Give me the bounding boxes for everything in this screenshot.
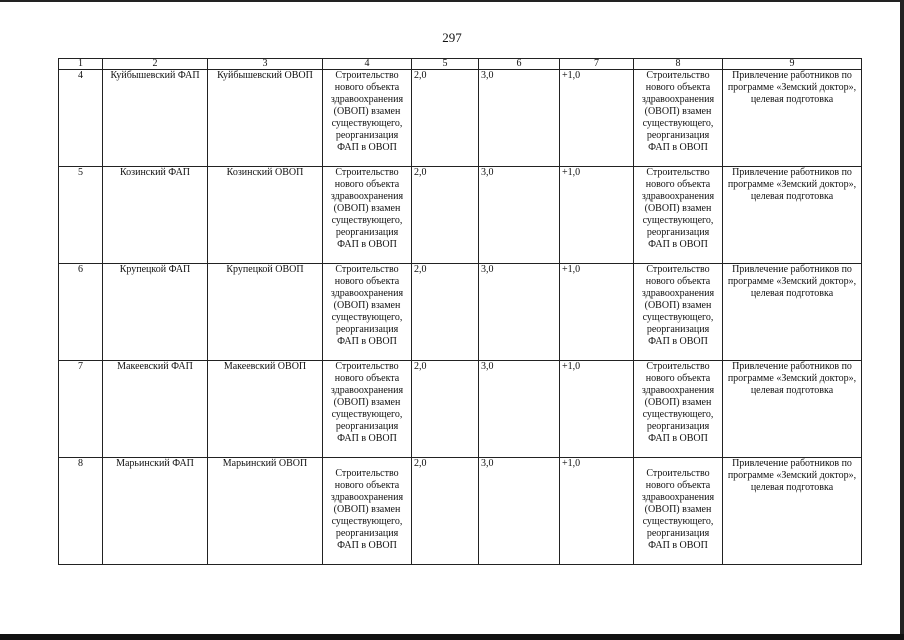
value-col5: 2,0 [412, 458, 479, 565]
value-col6: 3,0 [479, 458, 560, 565]
value-col5: 2,0 [412, 264, 479, 361]
value-col7: +1,0 [560, 70, 634, 167]
measure-text-2: Строительство нового объекта здравоохранения (ОВОП) взамен существующего, реорганизация ФАП в ОВОП [634, 264, 723, 361]
row-number: 8 [59, 458, 103, 565]
fap-name: Куйбышевский ФАП [103, 70, 208, 167]
ovop-name: Козинский ОВОП [208, 167, 323, 264]
row-number: 4 [59, 70, 103, 167]
scan-border-top [0, 0, 904, 2]
staffing-note: Привлечение работников по программе «Земский доктор», целевая подготовка [723, 167, 862, 264]
column-header: 9 [723, 59, 862, 70]
table-row [59, 361, 862, 458]
value-col7: +1,0 [560, 361, 634, 458]
column-header: 8 [634, 59, 723, 70]
page-number: 297 [442, 30, 462, 45]
ovop-name: Куйбышевский ОВОП [208, 70, 323, 167]
column-header: 2 [103, 59, 208, 70]
column-header: 6 [479, 59, 560, 70]
value-col7: +1,0 [560, 167, 634, 264]
column-header: 5 [412, 59, 479, 70]
table-row [59, 70, 862, 167]
fap-name: Крупецкой ФАП [103, 264, 208, 361]
staffing-note: Привлечение работников по программе «Земский доктор», целевая подготовка [723, 361, 862, 458]
fap-name: Макеевский ФАП [103, 361, 208, 458]
measure-text: Строительство нового объекта здравоохранения (ОВОП) взамен существующего, реорганизация ФАП в ОВОП [323, 264, 412, 361]
facilities-table [58, 58, 862, 565]
measure-text: Строительство нового объекта здравоохранения (ОВОП) взамен существующего, реорганизация ФАП в ОВОП [323, 167, 412, 264]
value-col5: 2,0 [412, 167, 479, 264]
fap-name: Марьинский ФАП [103, 458, 208, 565]
measure-text-2: Строительство нового объекта здравоохранения (ОВОП) взамен существующего, реорганизация ФАП в ОВОП [634, 458, 723, 565]
column-header: 4 [323, 59, 412, 70]
staffing-note: Привлечение работников по программе «Земский доктор», целевая подготовка [723, 264, 862, 361]
row-number: 6 [59, 264, 103, 361]
column-header: 3 [208, 59, 323, 70]
measure-text-2: Строительство нового объекта здравоохранения (ОВОП) взамен существующего, реорганизация ФАП в ОВОП [634, 70, 723, 167]
column-number-row [59, 59, 862, 70]
table-row [59, 264, 862, 361]
staffing-note: Привлечение работников по программе «Земский доктор», целевая подготовка [723, 70, 862, 167]
value-col5: 2,0 [412, 70, 479, 167]
value-col7: +1,0 [560, 458, 634, 565]
column-header: 7 [560, 59, 634, 70]
measure-text-2: Строительство нового объекта здравоохранения (ОВОП) взамен существующего, реорганизация ФАП в ОВОП [634, 361, 723, 458]
staffing-note: Привлечение работников по программе «Земский доктор», целевая подготовка [723, 458, 862, 565]
value-col6: 3,0 [479, 264, 560, 361]
ovop-name: Крупецкой ОВОП [208, 264, 323, 361]
value-col7: +1,0 [560, 264, 634, 361]
value-col6: 3,0 [479, 167, 560, 264]
scan-border-bottom [0, 634, 904, 640]
value-col6: 3,0 [479, 70, 560, 167]
column-header: 1 [59, 59, 103, 70]
row-number: 7 [59, 361, 103, 458]
row-number: 5 [59, 167, 103, 264]
measure-text: Строительство нового объекта здравоохранения (ОВОП) взамен существующего, реорганизация ФАП в ОВОП [323, 70, 412, 167]
table-row [59, 458, 862, 565]
value-col6: 3,0 [479, 361, 560, 458]
measure-text: Строительство нового объекта здравоохранения (ОВОП) взамен существующего, реорганизация ФАП в ОВОП [323, 458, 412, 565]
table-row [59, 167, 862, 264]
ovop-name: Макеевский ОВОП [208, 361, 323, 458]
ovop-name: Марьинский ОВОП [208, 458, 323, 565]
value-col5: 2,0 [412, 361, 479, 458]
scan-border-right [900, 0, 904, 640]
measure-text-2: Строительство нового объекта здравоохранения (ОВОП) взамен существующего, реорганизация ФАП в ОВОП [634, 167, 723, 264]
measure-text: Строительство нового объекта здравоохранения (ОВОП) взамен существующего, реорганизация ФАП в ОВОП [323, 361, 412, 458]
fap-name: Козинский ФАП [103, 167, 208, 264]
